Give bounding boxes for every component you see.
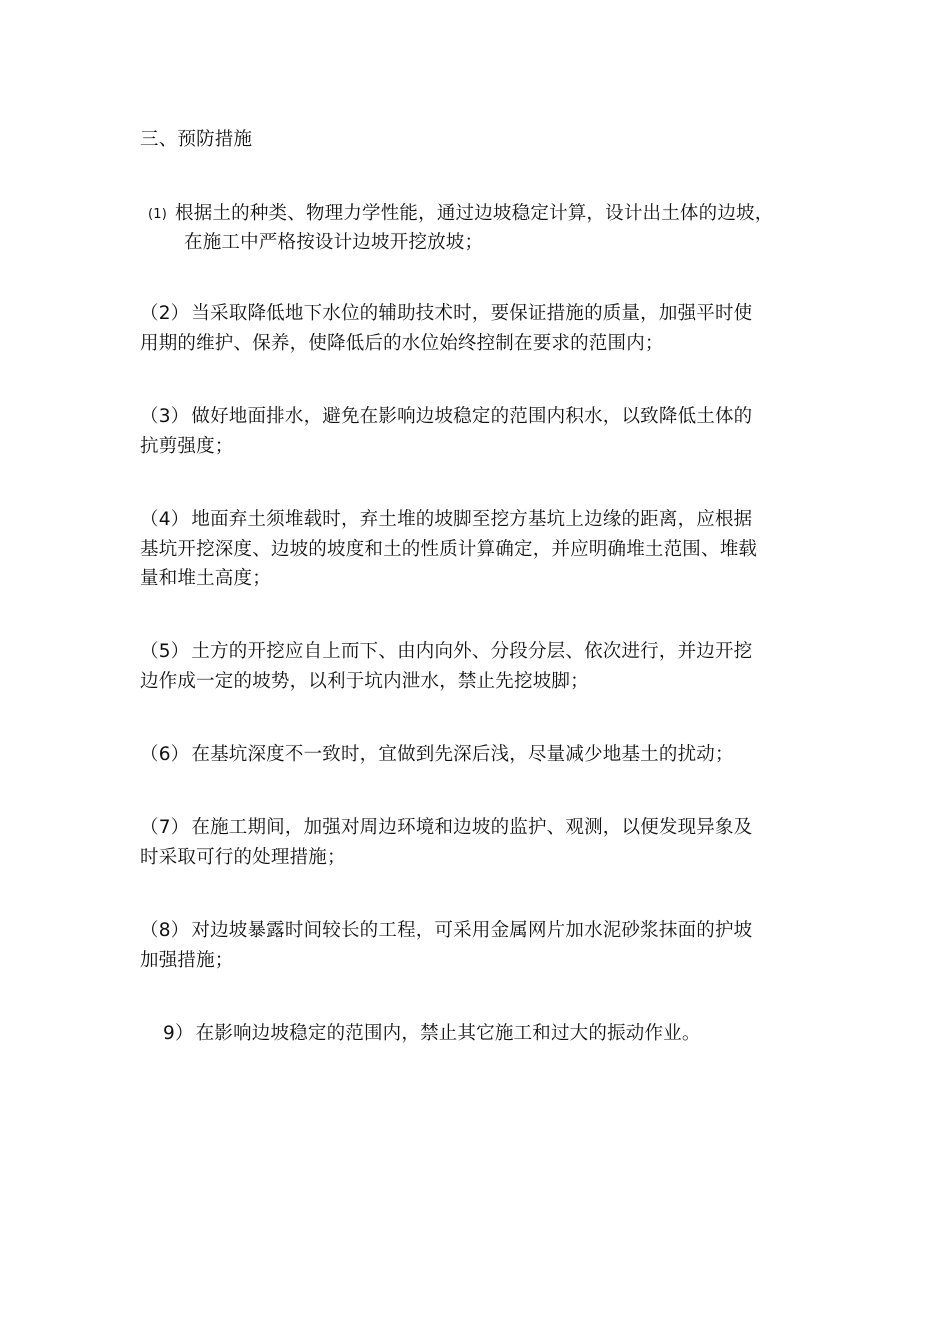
list-item-9-text-1: 在影响边坡稳定的范围内，禁止其它施工和过大的振动作业。 bbox=[195, 1023, 701, 1044]
section-heading: 三、预防措施 bbox=[140, 129, 253, 150]
list-item-4-line-2: 基坑开挖深度、边坡的坡度和土的性质计算确定，并应明确堆土范围、堆载 bbox=[140, 539, 758, 560]
list-item-6-text-1: 在基坑深度不一致时，宜做到先深后浅，尽量减少地基土的扰动； bbox=[191, 744, 734, 765]
list-item-8-text-1: 对边坡暴露时间较长的工程，可采用金属网片加水泥砂浆抹面的护坡 bbox=[191, 920, 753, 941]
list-item-2-marker: （2） bbox=[140, 303, 190, 324]
list-item-3-text-1: 做好地面排水，避免在影响边坡稳定的范围内积水，以致降低土体的 bbox=[191, 406, 753, 427]
list-item-6-marker: （6） bbox=[140, 744, 190, 765]
list-item-2-line-1 bbox=[140, 300, 752, 328]
list-item-8-marker: （8） bbox=[140, 920, 190, 941]
list-item-5-marker: （5） bbox=[140, 641, 190, 662]
list-item-3-line-1 bbox=[140, 403, 752, 431]
list-item-4-line-1 bbox=[140, 506, 752, 534]
list-item-5-line-2: 边作成一定的坡势，以利于坑内泄水，禁止先挖坡脚； bbox=[140, 671, 589, 692]
list-item-1-line-1 bbox=[148, 200, 773, 230]
list-item-7-text-1: 在施工期间，加强对周边环境和边坡的监护、观测，以便发现异象及 bbox=[191, 817, 753, 838]
list-item-1-marker: (1) bbox=[148, 207, 168, 222]
list-item-8-line-2: 加强措施； bbox=[140, 950, 234, 971]
list-item-3-marker: （3） bbox=[140, 406, 190, 427]
list-item-7-line-1 bbox=[140, 814, 752, 842]
list-item-4-marker: （4） bbox=[140, 509, 190, 530]
list-item-8-line-1 bbox=[140, 917, 752, 945]
list-item-5-text-1: 土方的开挖应自上而下、由内向外、分段分层、依次进行，并边开挖 bbox=[191, 641, 753, 662]
list-item-7-marker: （7） bbox=[140, 817, 190, 838]
list-item-2-line-2: 用期的维护、保养，使降低后的水位始终控制在要求的范围内； bbox=[140, 333, 664, 354]
list-item-4-line-3: 量和堆土高度； bbox=[140, 568, 271, 589]
list-item-6-line-1 bbox=[140, 741, 734, 769]
list-item-2-text-1: 当采取降低地下水位的辅助技术时，要保证措施的质量，加强平时使 bbox=[191, 303, 753, 324]
list-item-5-line-1 bbox=[140, 638, 752, 666]
list-item-3-line-2: 抗剪强度； bbox=[140, 436, 234, 457]
list-item-9-line-1 bbox=[163, 1020, 701, 1048]
list-item-1-text-1: 根据土的种类、物理力学性能，通过边坡稳定计算，设计出土体的边坡， bbox=[175, 203, 774, 224]
list-item-7-line-2: 时采取可行的处理措施； bbox=[140, 847, 346, 868]
list-item-9-marker: 9） bbox=[163, 1023, 194, 1044]
list-item-1-line-2: 在施工中严格按设计边坡开挖放坡； bbox=[184, 232, 484, 253]
list-item-4-text-1: 地面弃土须堆载时，弃土堆的坡脚至挖方基坑上边缘的距离，应根据 bbox=[191, 509, 753, 530]
